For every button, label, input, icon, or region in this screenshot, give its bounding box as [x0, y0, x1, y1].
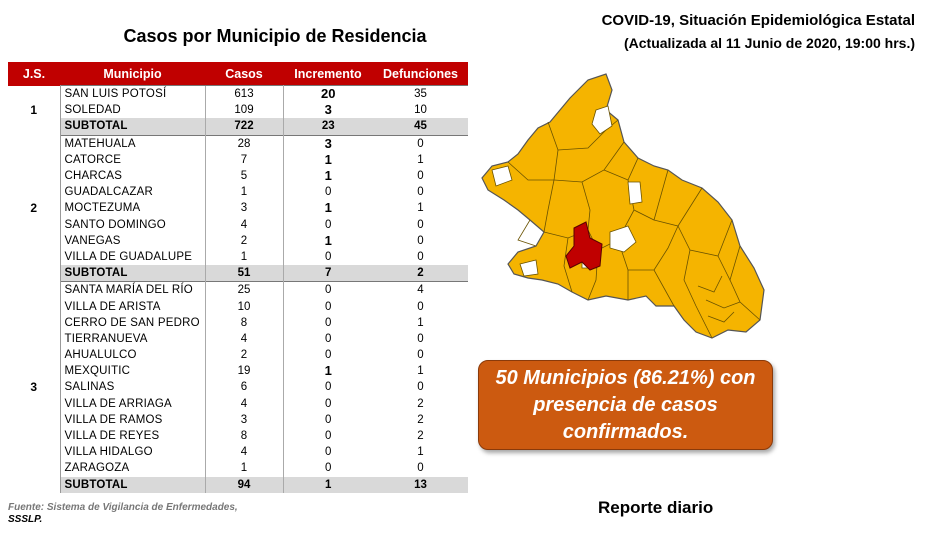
- cases-cell: 3: [205, 412, 283, 428]
- report-title-date: (Actualizada al 11 Junio de 2020, 19:00 hrs.): [623, 35, 915, 51]
- source-line-1: Fuente: Sistema de Vigilancia de Enfermedades,: [8, 502, 238, 513]
- cases-cell: 3: [205, 200, 283, 216]
- municipality-cell: SALINAS: [64, 381, 115, 394]
- increment-cell: 3: [283, 135, 373, 152]
- subtotal-label: SUBTOTAL: [60, 477, 205, 493]
- increment-cell: 1: [324, 151, 332, 167]
- deaths-cell: 2: [417, 397, 424, 410]
- column-header-3: Incremento: [283, 62, 373, 86]
- deaths-cell: 2: [417, 413, 424, 426]
- table-row: [8, 347, 468, 363]
- table-row: [8, 298, 468, 314]
- increment-cell: 0: [325, 250, 332, 263]
- jurisdiction-cell: 2: [8, 135, 60, 282]
- deaths-cell: 0: [417, 234, 424, 247]
- column-header-4: Defunciones: [373, 62, 468, 86]
- increment-cell: 0: [325, 186, 332, 199]
- subtotal-cases: 94: [205, 477, 283, 493]
- source-note: [8, 502, 238, 526]
- deaths-cell: 0: [417, 462, 424, 475]
- table-row: [8, 396, 468, 412]
- table-row: [8, 379, 468, 395]
- table-row: [8, 282, 468, 299]
- increment-cell: 0: [325, 332, 332, 345]
- cases-cell: 4: [205, 444, 283, 460]
- table-row: [8, 460, 468, 476]
- cases-cell: 2: [205, 233, 283, 249]
- deaths-cell: 1: [417, 446, 424, 459]
- table-row: [8, 86, 468, 103]
- table-row: [8, 363, 468, 379]
- municipality-cell: MATEHUALA: [60, 135, 205, 152]
- cases-cell: 19: [205, 363, 283, 379]
- cases-cell: 28: [205, 135, 283, 152]
- subtotal-cases: 51: [205, 265, 283, 282]
- increment-cell: 0: [325, 397, 332, 410]
- municipality-cell: CHARCAS: [64, 170, 123, 183]
- deaths-cell: 0: [417, 250, 424, 263]
- deaths-cell: 0: [417, 349, 424, 362]
- increment-cell: 0: [325, 381, 332, 394]
- deaths-cell: 1: [417, 153, 424, 166]
- municipality-cell: VILLA DE ARRIAGA: [64, 397, 172, 410]
- municipality-cell: VILLA DE REYES: [64, 430, 160, 443]
- cases-cell: 1: [205, 460, 283, 476]
- municipality-cell: TIERRANUEVA: [64, 332, 148, 345]
- increment-cell: 0: [325, 446, 332, 459]
- increment-cell: 3: [324, 102, 332, 118]
- table-title: Casos por Municipio de Residencia: [123, 26, 427, 46]
- municipality-cell: MEXQUITIC: [64, 365, 131, 378]
- table-row: [8, 102, 468, 118]
- deaths-cell: 0: [373, 135, 468, 152]
- deaths-cell: 1: [417, 365, 424, 378]
- cases-cell: 5: [205, 168, 283, 184]
- table-row: [8, 135, 468, 152]
- increment-cell: 0: [325, 430, 332, 443]
- table-row: [8, 331, 468, 347]
- subtotal-increment: 1: [283, 477, 373, 493]
- increment-cell: 0: [325, 462, 332, 475]
- municipality-cell: GUADALCAZAR: [64, 186, 153, 199]
- increment-cell: 0: [325, 316, 332, 329]
- subtotal-deaths: 45: [373, 118, 468, 135]
- increment-cell: 1: [324, 168, 332, 184]
- municipality-cell: CATORCE: [64, 153, 122, 166]
- table-row: [8, 412, 468, 428]
- table-row: [8, 428, 468, 444]
- cases-cell: 10: [205, 298, 283, 314]
- increment-cell: 0: [325, 218, 332, 231]
- cases-cell: 8: [205, 428, 283, 444]
- municipality-cell: VILLA DE RAMOS: [64, 413, 163, 426]
- cases-cell: 1: [205, 249, 283, 265]
- table-row: [8, 168, 468, 184]
- deaths-cell: 0: [417, 170, 424, 183]
- deaths-cell: 0: [417, 300, 424, 313]
- deaths-cell: 1: [417, 316, 424, 329]
- state-map: [478, 70, 768, 350]
- municipality-cell: AHUALULCO: [64, 349, 137, 362]
- municipality-cell: ZARAGOZA: [64, 462, 130, 475]
- column-header-1: Municipio: [60, 62, 205, 86]
- subtotal-deaths: 13: [373, 477, 468, 493]
- deaths-cell: 2: [417, 430, 424, 443]
- municipality-cell: VILLA HIDALGO: [64, 446, 153, 459]
- increment-cell: 1: [324, 200, 332, 216]
- increment-cell: 0: [283, 282, 373, 299]
- subtotal-increment: 7: [283, 265, 373, 282]
- table-row: [8, 444, 468, 460]
- table-row: [8, 315, 468, 331]
- table-row: [8, 217, 468, 233]
- subtotal-row: [8, 118, 468, 135]
- cases-table: [8, 62, 468, 493]
- cases-cell: 7: [205, 152, 283, 168]
- deaths-cell: 4: [373, 282, 468, 299]
- increment-cell: 0: [325, 300, 332, 313]
- cases-cell: 8: [205, 315, 283, 331]
- municipality-cell: MOCTEZUMA: [64, 202, 141, 215]
- municipality-cell: CERRO DE SAN PEDRO: [64, 316, 200, 329]
- cases-cell: 109: [205, 102, 283, 118]
- subtotal-row: [8, 265, 468, 282]
- table-row: [8, 184, 468, 200]
- table-row: [8, 152, 468, 168]
- cases-cell: 1: [205, 184, 283, 200]
- municipalities-summary-box: 50 Municipios (86.21%) con presencia de casos confirmados.: [478, 360, 773, 450]
- daily-report-label: Reporte diario: [598, 498, 714, 517]
- municipality-cell: VANEGAS: [64, 234, 121, 247]
- municipality-cell: SANTO DOMINGO: [64, 218, 166, 231]
- report-title: [602, 10, 915, 54]
- deaths-cell: 0: [417, 218, 424, 231]
- subtotal-label: SUBTOTAL: [60, 118, 205, 135]
- source-line-2: SSSLP.: [8, 514, 43, 525]
- deaths-cell: 1: [417, 202, 424, 215]
- municipality-cell: SANTA MARÍA DEL RÍO: [60, 282, 205, 299]
- table-header-row: [8, 62, 468, 86]
- column-header-0: J.S.: [8, 62, 60, 86]
- table-row: [8, 200, 468, 216]
- deaths-cell: 10: [414, 104, 427, 117]
- cases-cell: 2: [205, 347, 283, 363]
- map-state-shape: [482, 74, 764, 338]
- deaths-cell: 0: [417, 186, 424, 199]
- subtotal-deaths: 2: [373, 265, 468, 282]
- subtotal-row: [8, 477, 468, 493]
- report-title-main: COVID-19, Situación Epidemiológica Estatal: [601, 12, 915, 29]
- deaths-cell: 0: [417, 332, 424, 345]
- column-header-2: Casos: [205, 62, 283, 86]
- increment-cell: 0: [325, 349, 332, 362]
- subtotal-label: SUBTOTAL: [60, 265, 205, 282]
- deaths-cell: 0: [417, 381, 424, 394]
- municipality-cell: SAN LUIS POTOSÍ: [60, 86, 205, 103]
- cases-cell: 6: [205, 379, 283, 395]
- cases-cell: 613: [205, 86, 283, 103]
- cases-cell: 25: [205, 282, 283, 299]
- table-row: [8, 233, 468, 249]
- cases-cell: 4: [205, 396, 283, 412]
- jurisdiction-cell: 3: [8, 282, 60, 493]
- municipality-cell: SOLEDAD: [64, 104, 121, 117]
- increment-cell: 1: [324, 363, 332, 379]
- cases-cell: 4: [205, 331, 283, 347]
- increment-cell: 1: [324, 232, 332, 248]
- increment-cell: 0: [325, 413, 332, 426]
- municipality-cell: VILLA DE ARISTA: [64, 300, 161, 313]
- increment-cell: 20: [283, 86, 373, 103]
- deaths-cell: 35: [373, 86, 468, 103]
- cases-cell: 4: [205, 217, 283, 233]
- municipality-cell: VILLA DE GUADALUPE: [64, 250, 193, 263]
- table-row: [8, 249, 468, 265]
- jurisdiction-cell: 1: [8, 86, 60, 136]
- subtotal-cases: 722: [205, 118, 283, 135]
- subtotal-increment: 23: [283, 118, 373, 135]
